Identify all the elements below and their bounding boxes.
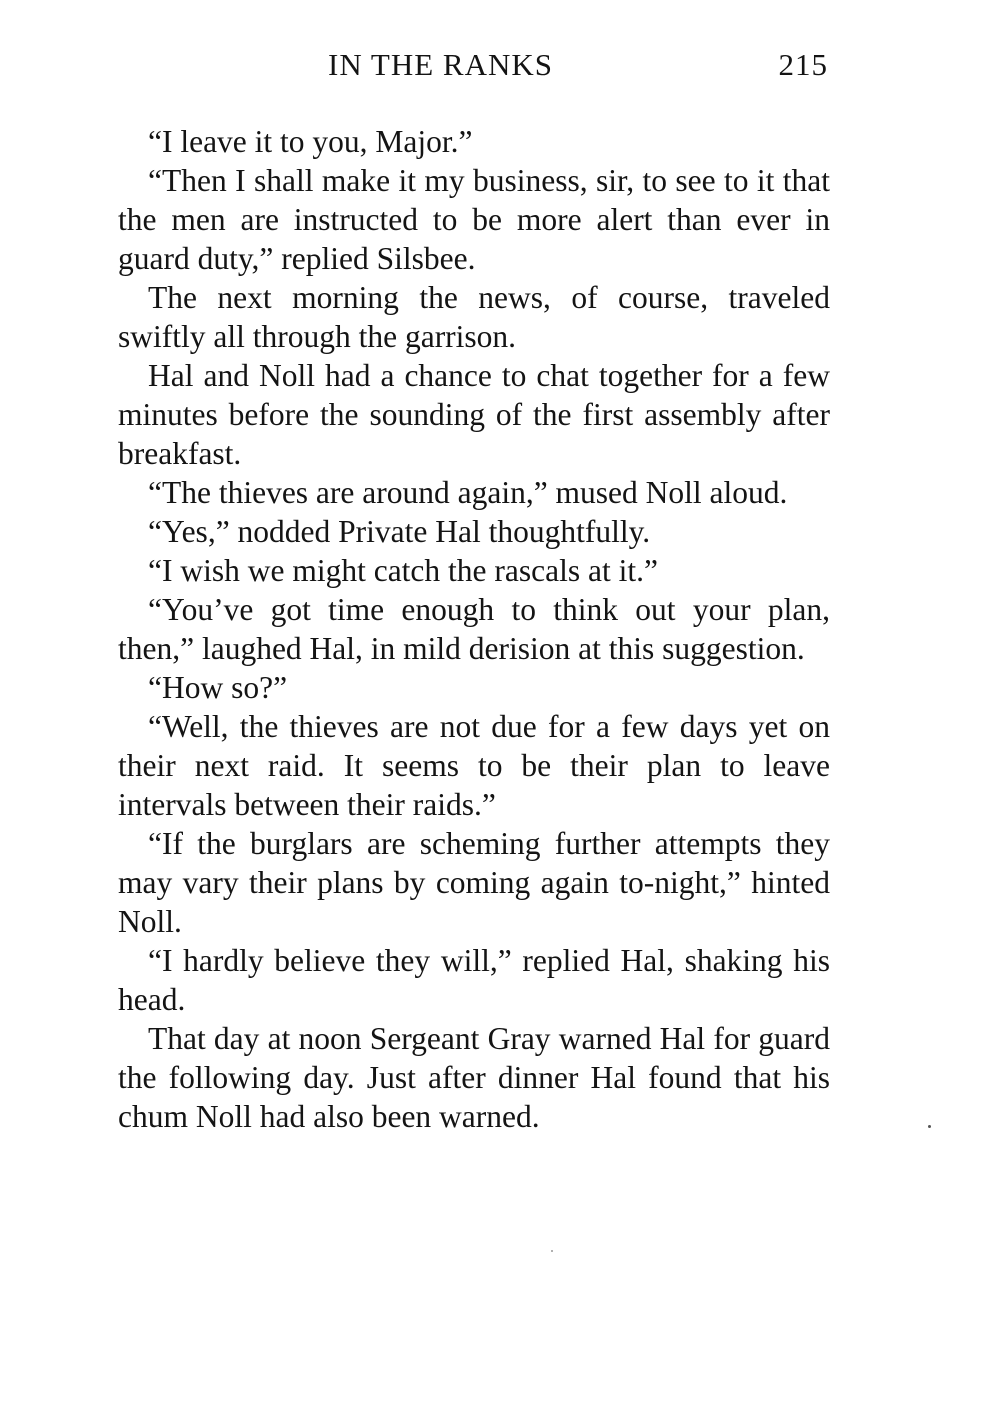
running-title: IN THE RANKS [328,47,553,82]
page-number: 215 [778,47,828,82]
paragraph-9: “How so?” [148,670,288,705]
paragraph-12: “I hardly believe they will,” replied Hal, shaking his head. [118,943,830,1017]
paragraph-1: “I leave it to you, Major.” [148,124,473,159]
paragraph-5: “The thieves are around again,” mused Noll aloud. [148,475,788,510]
paragraph-13: That day at noon Sergeant Gray warned Hal for guard the following day. Just after dinner Hal found that his chum Noll had also been warned. [118,1021,830,1134]
paragraph-11: “If the burglars are scheming further attempts they may vary their plans by coming again to-night,” hinted Noll. [118,826,830,939]
ink-speck [928,1125,931,1128]
paragraph-8: “You’ve got time enough to think out your plan, then,” laughed Hal, in mild derision at this suggestion. [118,592,830,666]
paragraph-4: Hal and Noll had a chance to chat together for a few minutes before the sounding of the first assembly after breakfast. [118,358,830,471]
body-text [118,122,830,1136]
ink-speck [551,1250,553,1252]
paragraph-2: “Then I shall make it my business, sir, to see to it that the men are instructed to be more alert than ever in guard duty,” replied Silsbee. [118,163,830,276]
paragraph-6: “Yes,” nodded Private Hal thoughtfully. [148,514,651,549]
paragraph-7: “I wish we might catch the rascals at it.” [148,553,658,588]
paragraph-10: “Well, the thieves are not due for a few days yet on their next raid. It seems to be their plan to leave intervals between their raids.” [118,709,830,822]
running-head [118,47,830,87]
paragraph-3: The next morning the news, of course, traveled swiftly all through the garrison. [118,280,830,354]
